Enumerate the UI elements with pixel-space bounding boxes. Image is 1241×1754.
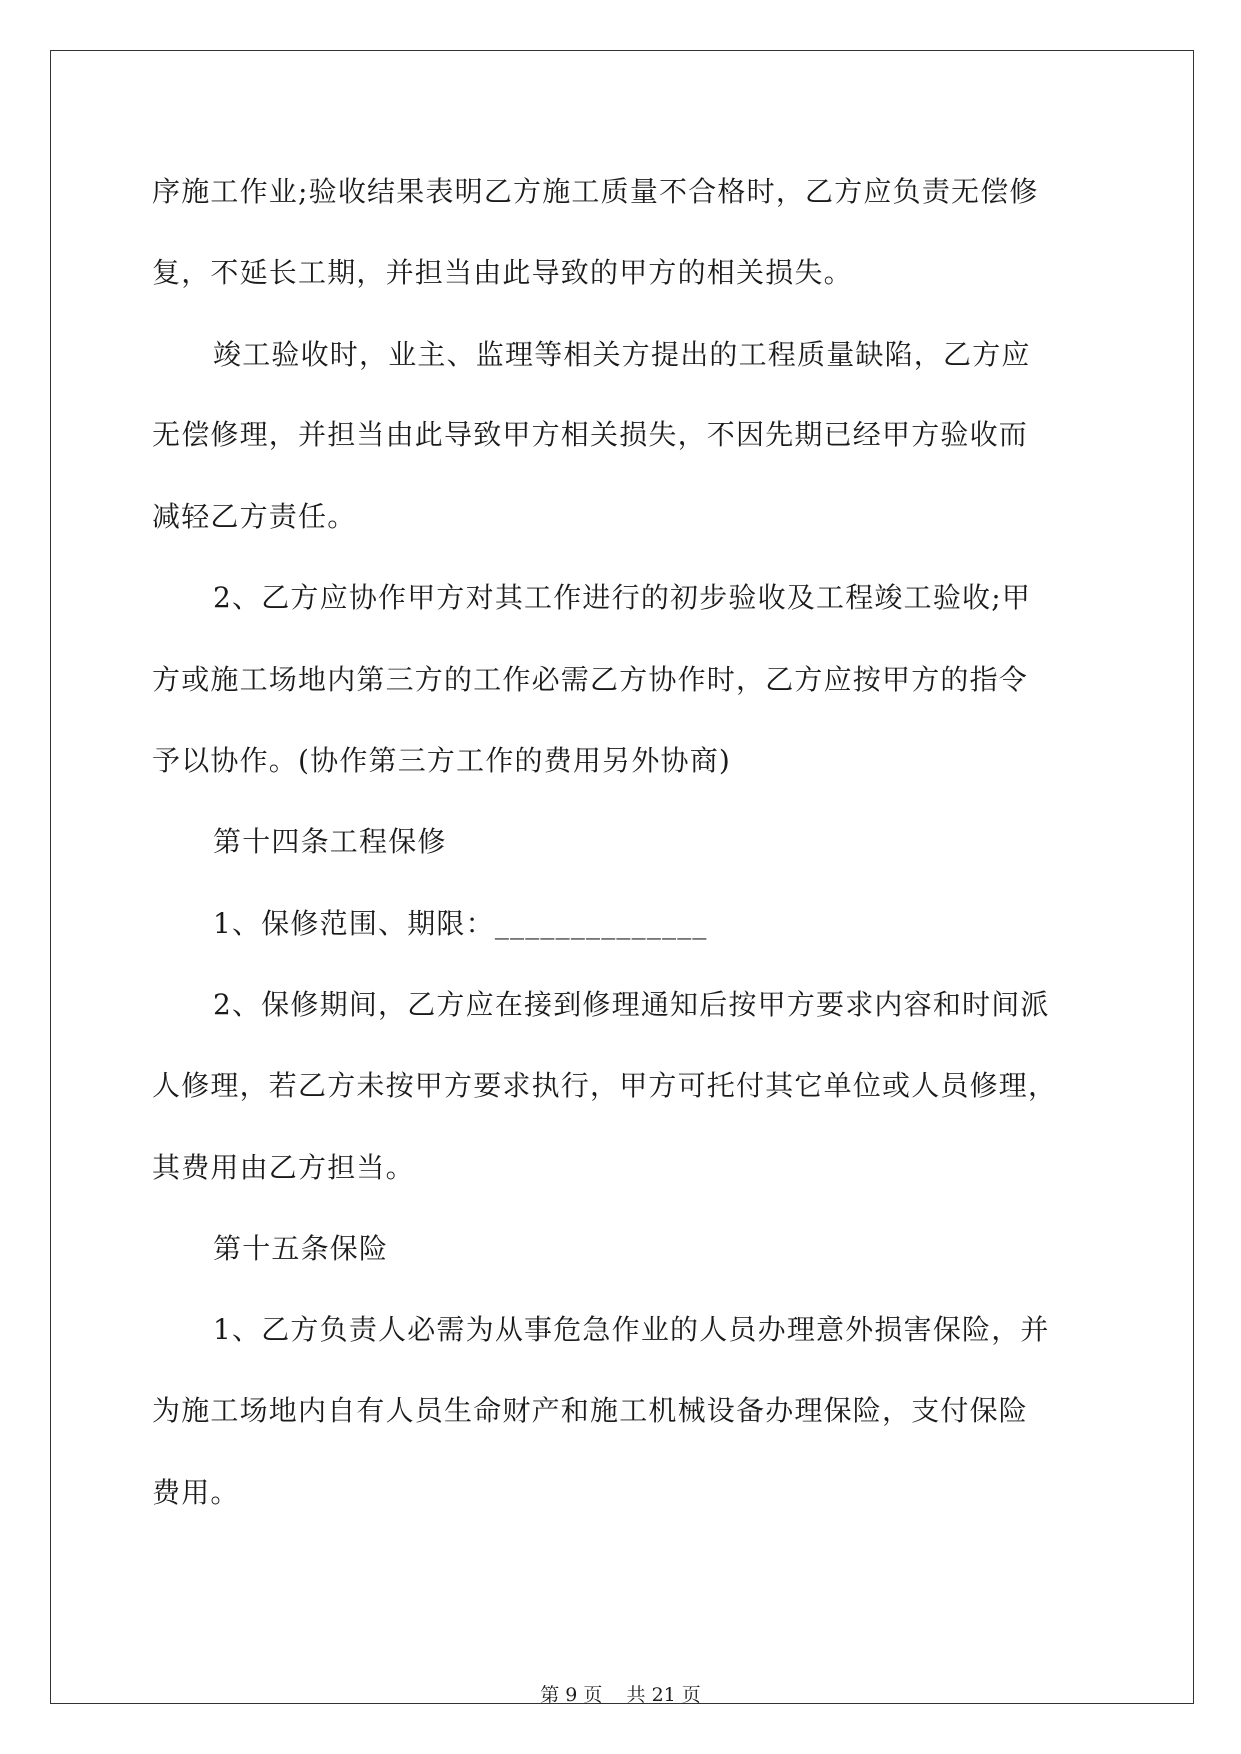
body-line-10: 1、保修范围、期限：______________ [213, 907, 708, 940]
body-line-13: 其费用由乙方担当。 [152, 1151, 415, 1184]
body-line-12: 人修理，若乙方未按甲方要求执行，甲方可托付其它单位或人员修理， [152, 1069, 1058, 1102]
page-footer: 第 9 页 共 21 页 [540, 1684, 701, 1706]
body-line-7: 方或施工场地内第三方的工作必需乙方协作时，乙方应按甲方的指令 [152, 663, 1029, 696]
body-line-15: 1、乙方负责人必需为从事危急作业的人员办理意外损害保险，并 [213, 1313, 1050, 1346]
body-line-5: 减轻乙方责任。 [152, 500, 357, 533]
body-line-17: 费用。 [152, 1476, 240, 1509]
section-heading-15: 第十五条保险 [213, 1232, 389, 1265]
body-line-3: 竣工验收时，业主、监理等相关方提出的工程质量缺陷，乙方应 [213, 338, 1031, 371]
page-border [50, 50, 1194, 1704]
body-line-6: 2、乙方应协作甲方对其工作进行的初步验收及工程竣工验收;甲 [213, 581, 1032, 614]
body-line-4: 无偿修理，并担当由此导致甲方相关损失，不因先期已经甲方验收而 [152, 418, 1029, 451]
body-line-8: 予以协作。(协作第三方工作的费用另外协商) [152, 744, 732, 777]
body-line-16: 为施工场地内自有人员生命财产和施工机械设备办理保险，支付保险 [152, 1394, 1029, 1427]
body-line-11: 2、保修期间，乙方应在接到修理通知后按甲方要求内容和时间派 [213, 988, 1050, 1021]
body-line-1: 序施工作业;验收结果表明乙方施工质量不合格时，乙方应负责无偿修 [152, 175, 1039, 208]
body-line-2: 复，不延长工期，并担当由此导致的甲方的相关损失。 [152, 256, 853, 289]
section-heading-14: 第十四条工程保修 [213, 825, 447, 858]
